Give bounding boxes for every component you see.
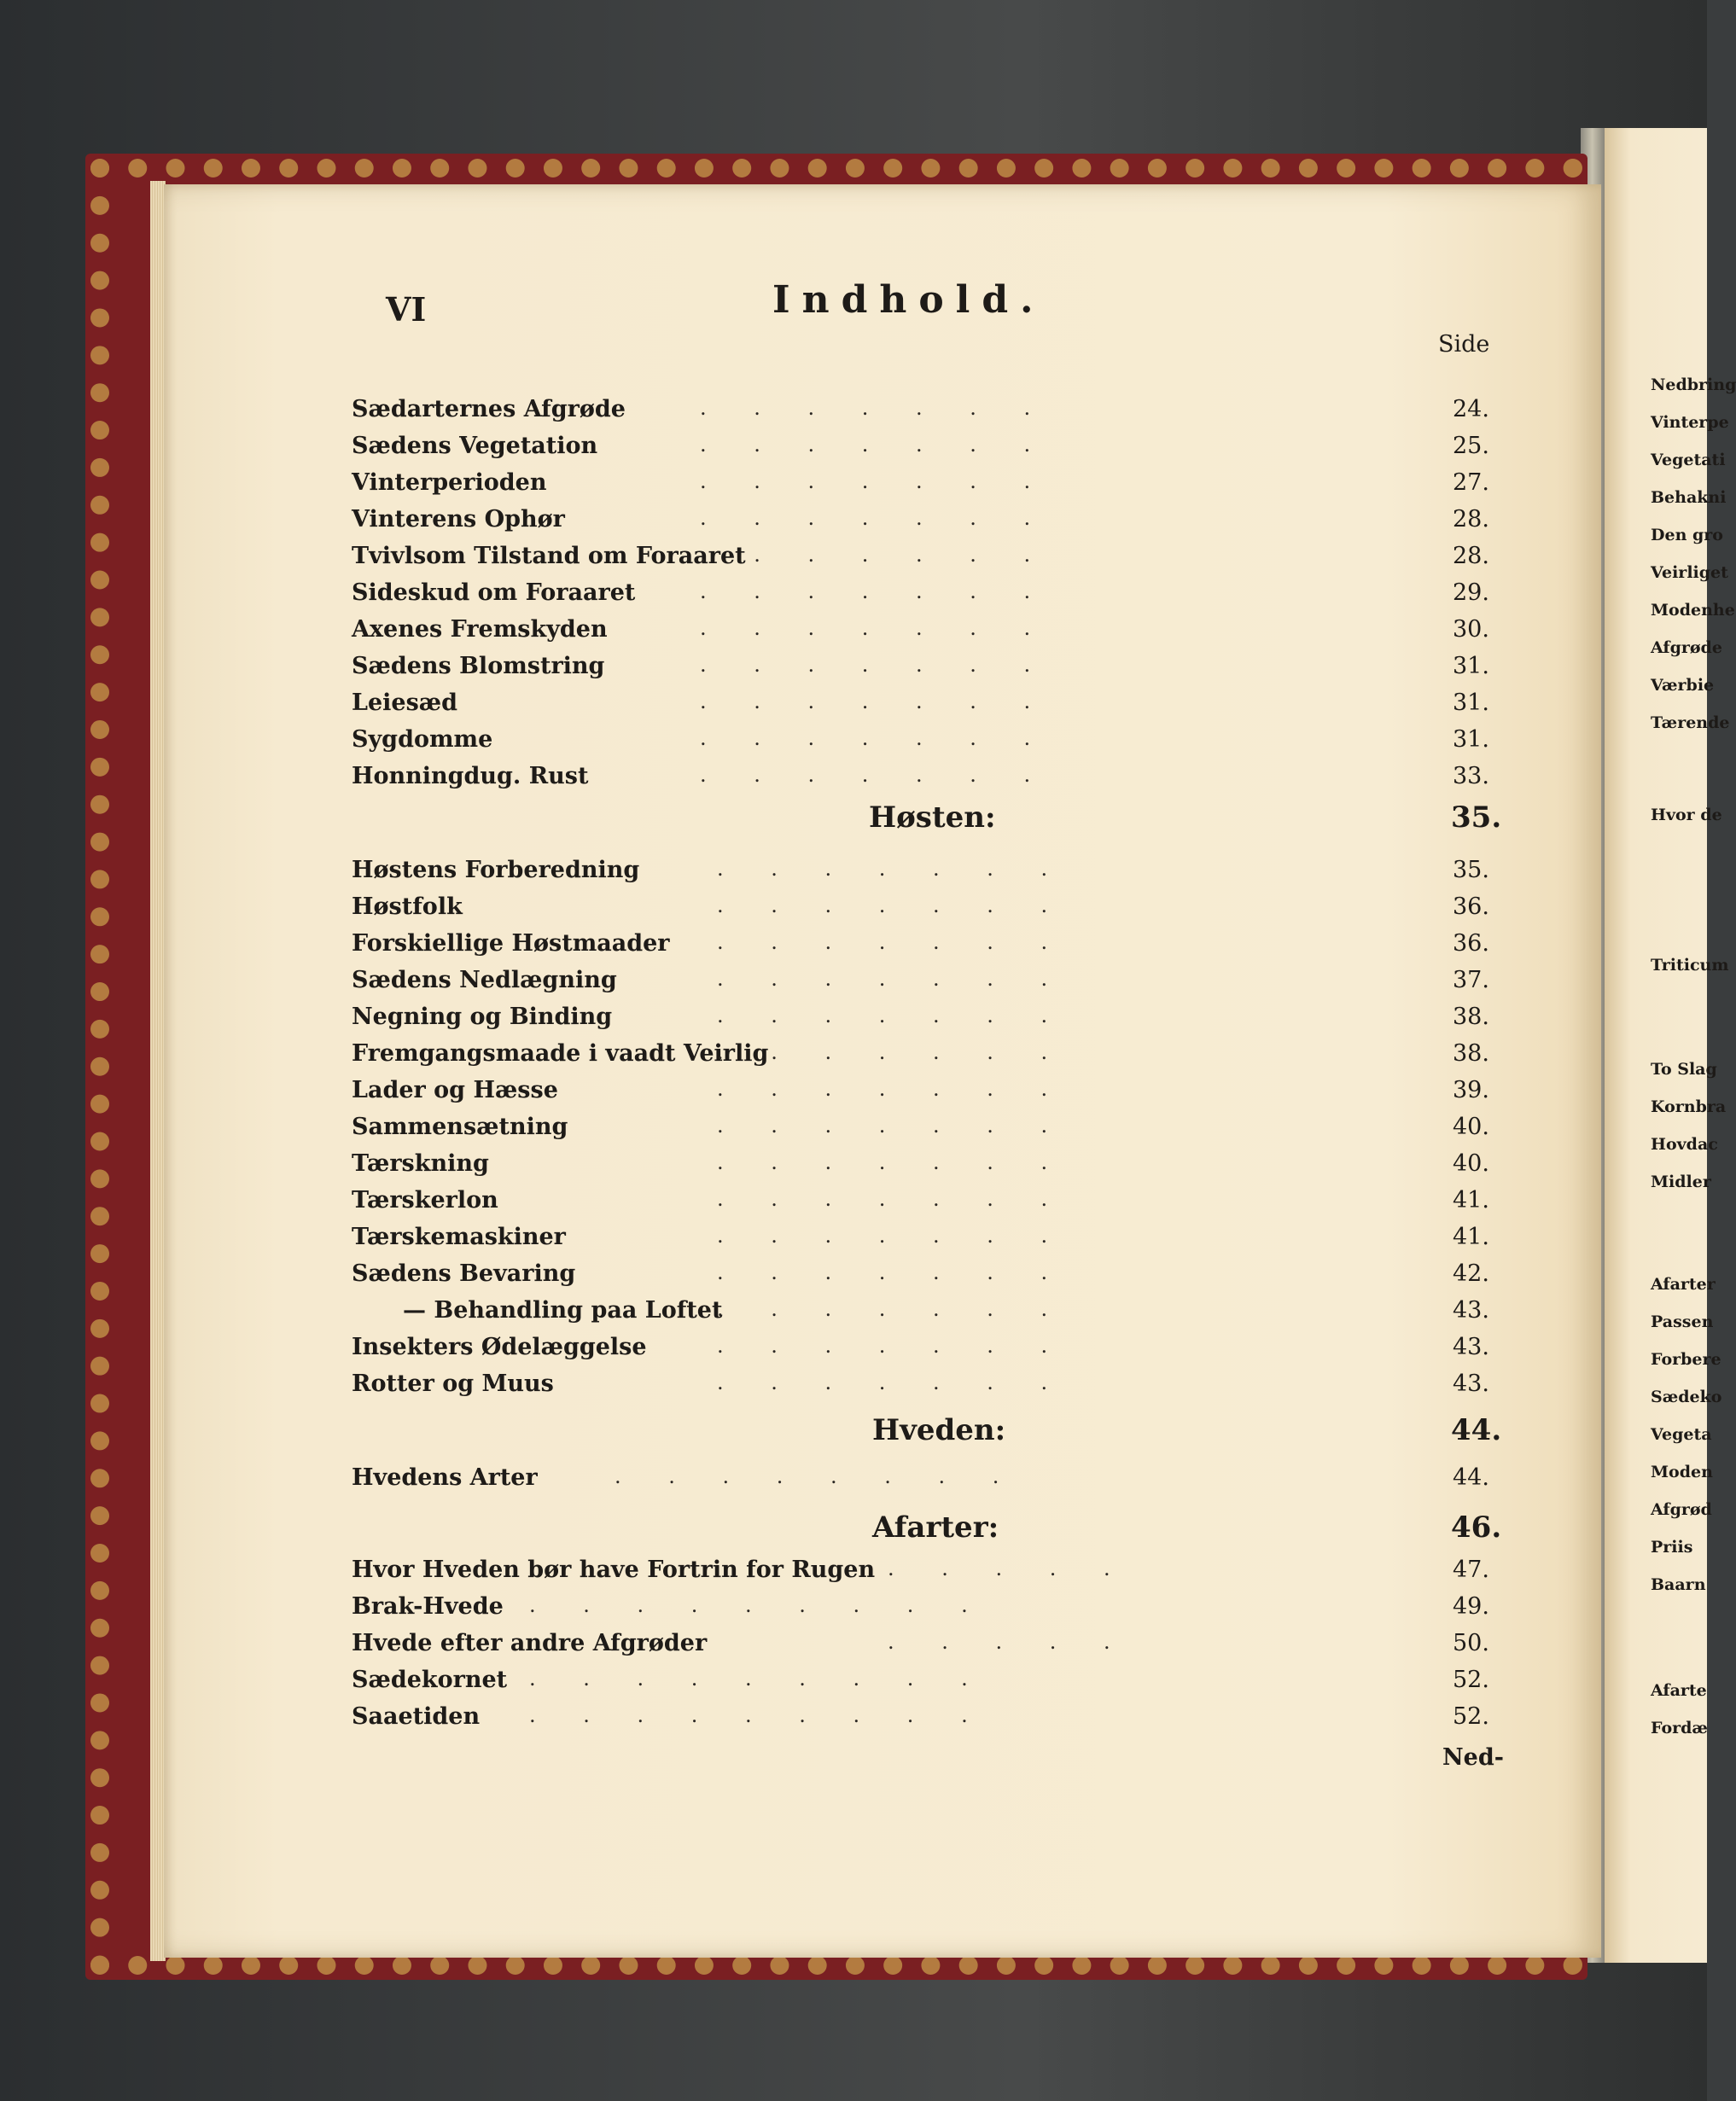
toc-entry-page: 31. <box>1453 690 1489 716</box>
facing-page-line: Tærende <box>1651 713 1730 732</box>
toc-entry-label: Sædekornet <box>352 1667 508 1693</box>
leader-dots: . . . . . <box>888 1557 1151 1580</box>
toc-entry-page: 43. <box>1453 1297 1489 1324</box>
toc-entry-page: 52. <box>1453 1703 1489 1730</box>
toc-entry-label: Sædarternes Afgrøde <box>352 396 626 422</box>
toc-entry-page: 42. <box>1453 1260 1489 1287</box>
toc-entry-page: 44. <box>1453 1464 1489 1491</box>
toc-entry-page: 33. <box>1453 763 1489 789</box>
toc-entry-page: 24. <box>1453 396 1489 422</box>
toc-entry <box>0 653 1502 687</box>
toc-entry <box>0 396 1502 430</box>
toc-entry-page: 40. <box>1453 1114 1489 1140</box>
toc-entry <box>0 1077 1502 1111</box>
toc-entry-label: Leiesæd <box>352 690 458 716</box>
section-page: 46. <box>1451 1510 1502 1545</box>
toc-entry-label: Hvede efter andre Afgrøder <box>352 1630 708 1656</box>
toc-entry-page: 31. <box>1453 653 1489 679</box>
toc-entry-page: 39. <box>1453 1077 1489 1103</box>
toc-entry-page: 38. <box>1453 1040 1489 1067</box>
toc-entry-page: 29. <box>1453 579 1489 606</box>
toc-entry-label: Sædens Bevaring <box>352 1260 576 1287</box>
leader-dots: . . . . . . . <box>717 857 1089 881</box>
toc-entry-label: Høstens Forberedning <box>352 857 640 883</box>
leader-dots: . . . . . . . <box>700 433 1072 457</box>
facing-page-line: Midler <box>1651 1173 1711 1191</box>
facing-page-line: Afarte <box>1651 1681 1707 1700</box>
toc-entry-page: 31. <box>1453 726 1489 753</box>
toc-entry-page: 25. <box>1453 433 1489 459</box>
toc-entry <box>0 469 1502 503</box>
toc-entry <box>0 726 1502 760</box>
section-page: 44. <box>1451 1413 1502 1447</box>
toc-entry <box>0 506 1502 540</box>
facing-page-line: Vegeta <box>1651 1425 1712 1444</box>
toc-entry-page: 28. <box>1453 543 1489 569</box>
leader-dots: . . . . . . . <box>717 1224 1089 1248</box>
leader-dots: . . . . . . . <box>700 690 1072 713</box>
facing-page-line: Vegetati <box>1651 451 1726 469</box>
toc-entry <box>0 1187 1502 1221</box>
toc-entry-page: 41. <box>1453 1187 1489 1213</box>
facing-page-line: Vinterpe <box>1651 413 1729 432</box>
facing-page-line: Baarn <box>1651 1575 1706 1594</box>
toc-entry <box>0 1004 1502 1038</box>
toc-entry-page: 38. <box>1453 1004 1489 1030</box>
toc-entry <box>0 1464 1502 1499</box>
section-heading: Afarter: <box>872 1510 999 1545</box>
toc-entry-label: Saaetiden <box>352 1703 481 1730</box>
toc-entry-page: 27. <box>1453 469 1489 496</box>
facing-page-line: Modenhe <box>1651 601 1735 620</box>
toc-entry-page: 40. <box>1453 1150 1489 1177</box>
leader-dots: . . . . . . . <box>717 1187 1089 1211</box>
toc-entry-label: Brak-Hvede <box>352 1593 504 1620</box>
facing-page-line: Triticum <box>1651 956 1729 975</box>
toc-entry-label: Sammensætning <box>352 1114 568 1140</box>
facing-page-line: Hvor de <box>1651 806 1722 824</box>
toc-entry-label: Tærskerlon <box>352 1187 498 1213</box>
facing-page-line: Afarter <box>1651 1275 1716 1294</box>
toc-entry <box>0 543 1502 577</box>
toc-entry-page: 35. <box>1453 857 1489 883</box>
facing-page-line: Forbere <box>1651 1350 1721 1369</box>
facing-page-line: To Slag <box>1651 1060 1717 1079</box>
toc-entry-label: Sideskud om Foraaret <box>352 579 636 606</box>
toc-entry <box>0 1630 1502 1664</box>
facing-page-line: Fordæ <box>1651 1719 1708 1737</box>
toc-entry-label: Insekters Ødelæggelse <box>352 1334 647 1360</box>
toc-entry-label: Hvedens Arter <box>352 1464 538 1491</box>
leader-dots: . . . . . . . <box>717 1371 1089 1394</box>
catchword: Ned- <box>1442 1744 1504 1771</box>
facing-page-line: Priis <box>1651 1538 1693 1557</box>
leader-dots: . . . . . . . <box>717 1297 1089 1321</box>
toc-entry-label: Vinterens Ophør <box>352 506 565 533</box>
facing-page-line: Behakni <box>1651 488 1727 507</box>
leader-dots: . . . . . . . <box>717 893 1089 917</box>
toc-entry-page: 52. <box>1453 1667 1489 1693</box>
toc-entry <box>0 1557 1502 1591</box>
toc-entry <box>0 579 1502 614</box>
toc-entry-page: 43. <box>1453 1371 1489 1397</box>
toc-entry-page: 28. <box>1453 506 1489 533</box>
toc-entry <box>0 763 1502 797</box>
leader-dots: . . . . . . . <box>700 726 1072 750</box>
toc-entry <box>0 433 1502 467</box>
toc-entry <box>0 616 1502 650</box>
toc-entry <box>0 1703 1502 1737</box>
toc-entry-label: Honningdug. Rust <box>352 763 589 789</box>
toc-entry <box>0 1371 1502 1405</box>
toc-entry-label: — Behandling paa Loftet <box>403 1297 723 1324</box>
leader-dots: . . . . . . . <box>700 506 1072 530</box>
toc-entry <box>0 1297 1502 1331</box>
facing-page-line: Afgrøde <box>1651 638 1722 657</box>
leader-dots: . . . . . . . <box>717 1114 1089 1138</box>
toc-entry <box>0 930 1502 964</box>
leader-dots: . . . . . . . . . <box>529 1593 1009 1617</box>
toc-entry <box>0 893 1502 928</box>
toc-entry-label: Hvor Hveden bør have Fortrin for Rugen <box>352 1557 876 1583</box>
toc-entry <box>0 967 1502 1001</box>
leader-dots: . . . . . . . <box>717 967 1089 991</box>
leader-dots: . . . . . <box>888 1630 1151 1654</box>
toc-entry <box>0 1224 1502 1258</box>
leader-dots: . . . . . . . <box>717 1334 1089 1358</box>
leader-dots: . . . . . . . <box>700 616 1072 640</box>
leader-dots: . . . . . . . . <box>615 1464 1040 1488</box>
toc-entry-page: 43. <box>1453 1334 1489 1360</box>
leader-dots: . . . . . . . <box>700 396 1072 420</box>
toc-entry-page: 49. <box>1453 1593 1489 1620</box>
toc-entry-page: 41. <box>1453 1224 1489 1250</box>
toc-entry <box>0 1593 1502 1627</box>
facing-page-line: Passen <box>1651 1312 1714 1331</box>
toc-entry-label: Rotter og Muus <box>352 1371 554 1397</box>
facing-page-line: Kornbra <box>1651 1097 1727 1116</box>
toc-entry-page: 37. <box>1453 967 1489 993</box>
toc-entry-page: 36. <box>1453 930 1489 957</box>
toc-entry-label: Lader og Hæsse <box>352 1077 558 1103</box>
toc-entry <box>0 1114 1502 1148</box>
facing-page-line: Sædeko <box>1651 1388 1722 1406</box>
toc-entry-label: Axenes Fremskyden <box>352 616 608 643</box>
toc-entry-label: Tærskemaskiner <box>352 1224 566 1250</box>
facing-page-line: Den gro <box>1651 526 1723 544</box>
toc-entry-label: Sygdomme <box>352 726 493 753</box>
toc-entry <box>0 1260 1502 1295</box>
facing-page-line: Hovdac <box>1651 1135 1718 1154</box>
toc-entry-page: 30. <box>1453 616 1489 643</box>
leader-dots: . . . . . . . <box>717 1150 1089 1174</box>
toc-entry <box>0 1040 1502 1074</box>
leader-dots: . . . . . . . <box>717 1260 1089 1284</box>
leader-dots: . . . . . . . <box>717 1040 1089 1064</box>
facing-page-line: Værbie <box>1651 676 1715 695</box>
toc-entry <box>0 690 1502 724</box>
toc-entry-label: Vinterperioden <box>352 469 547 496</box>
leader-dots: . . . . . . . <box>700 543 1072 567</box>
toc-entry <box>0 1667 1502 1701</box>
toc-entry <box>0 1150 1502 1184</box>
toc-entry-label: Tærskning <box>352 1150 489 1177</box>
leader-dots: . . . . . . . . . <box>529 1703 1009 1727</box>
toc-entry-label: Sædens Nedlægning <box>352 967 617 993</box>
facing-page-line: Nedbring <box>1651 375 1736 394</box>
toc-entry <box>0 1334 1502 1368</box>
toc-entry-label: Negning og Binding <box>352 1004 613 1030</box>
leader-dots: . . . . . . . <box>717 1077 1089 1101</box>
leader-dots: . . . . . . . <box>700 763 1072 787</box>
page-number-roman: VI <box>386 290 427 329</box>
facing-page-line: Afgrød <box>1651 1500 1712 1519</box>
toc-entry-label: Sædens Vegetation <box>352 433 598 459</box>
facing-page-line: Veirliget <box>1651 563 1728 582</box>
facing-page-line: Moden <box>1651 1463 1713 1481</box>
leader-dots: . . . . . . . <box>717 930 1089 954</box>
section-page: 35. <box>1451 800 1502 835</box>
toc-entry-page: 47. <box>1453 1557 1489 1583</box>
toc-entry-label: Tvivlsom Tilstand om Foraaret <box>352 543 746 569</box>
leader-dots: . . . . . . . <box>700 653 1072 677</box>
toc-entry-label: Fremgangsmaade i vaadt Veirlig <box>352 1040 769 1067</box>
toc-entry-label: Sædens Blomstring <box>352 653 605 679</box>
leader-dots: . . . . . . . <box>717 1004 1089 1027</box>
page-title: Indhold. <box>772 278 1046 322</box>
leader-dots: . . . . . . . <box>700 469 1072 493</box>
toc-entry-label: Høstfolk <box>352 893 463 920</box>
leader-dots: . . . . . . . . . <box>529 1667 1009 1691</box>
side-column-label: Side <box>1438 331 1490 358</box>
section-heading: Høsten: <box>869 800 996 835</box>
toc-entry <box>0 857 1502 891</box>
toc-entry-label: Forskiellige Høstmaader <box>352 930 670 957</box>
leader-dots: . . . . . . . <box>700 579 1072 603</box>
section-heading: Hveden: <box>872 1413 1006 1447</box>
toc-entry-page: 50. <box>1453 1630 1489 1656</box>
toc-entry-page: 36. <box>1453 893 1489 920</box>
